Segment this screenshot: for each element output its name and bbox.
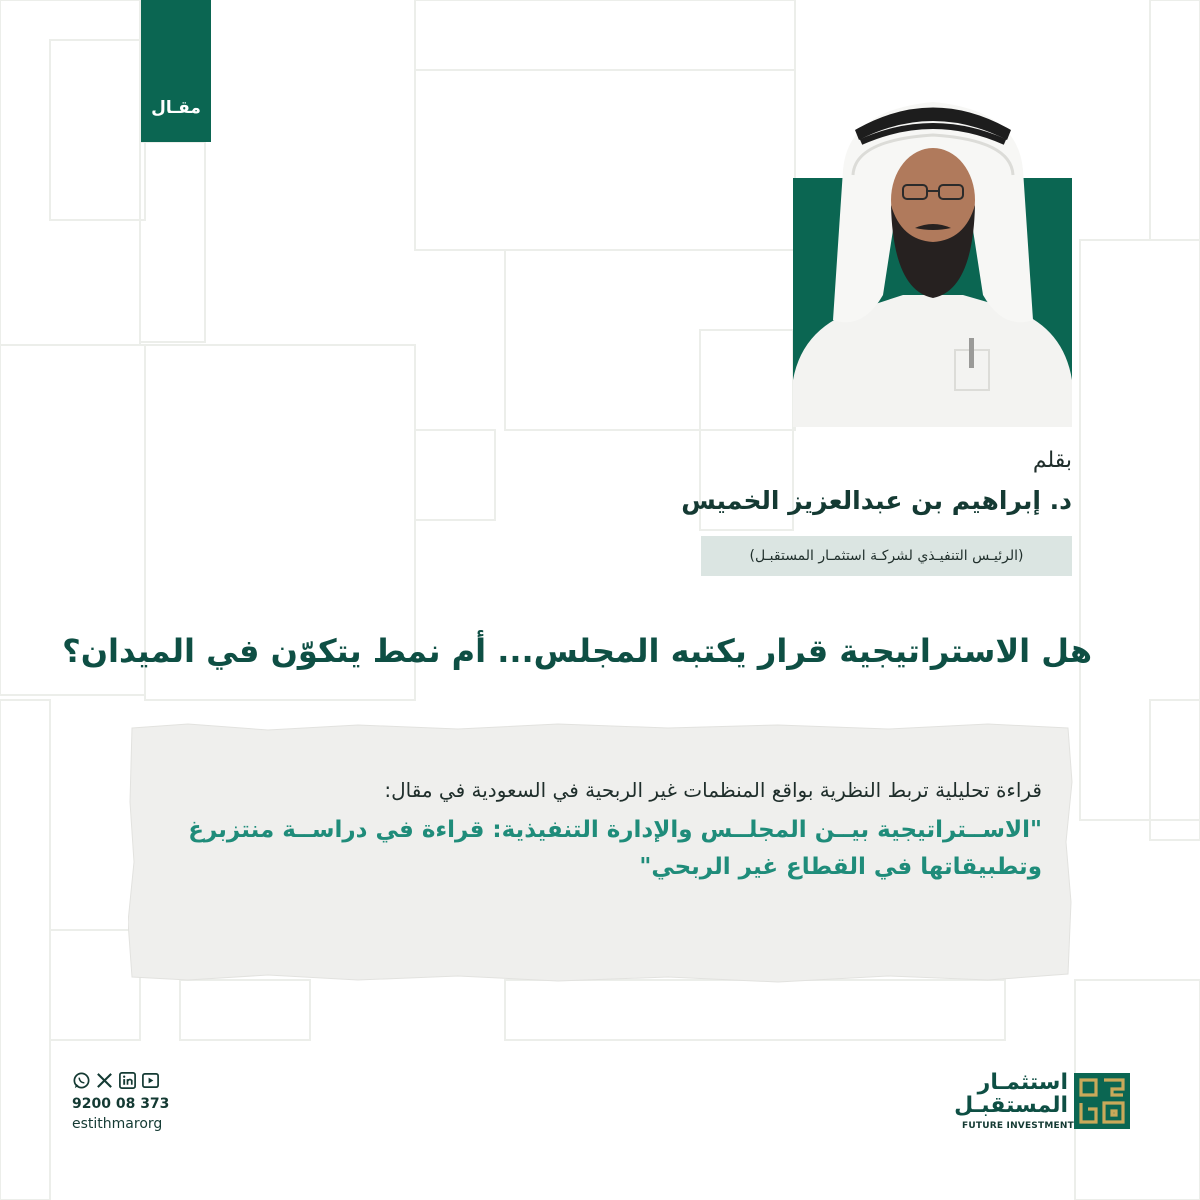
author-name: د. إبراهيم بن عبدالعزيز الخميس	[681, 486, 1072, 515]
author-portrait	[793, 80, 1072, 427]
byline-prefix: بقلم	[1032, 448, 1072, 473]
whatsapp-icon[interactable]	[72, 1071, 91, 1090]
article-quote-line-2: وتطبيقاتها في القطاع غير الربحي"	[639, 853, 1042, 880]
article-headline: هل الاستراتيجية قرار يكتبه المجلس... أم نمط يتكوّن في الميدان؟	[62, 632, 1092, 670]
brand-name-line-2: المستقبـل	[954, 1093, 1068, 1119]
phone-number[interactable]: 9200 08 373	[72, 1096, 170, 1112]
article-quote	[142, 812, 1042, 886]
brand-logo-mark	[1074, 1073, 1130, 1129]
category-label: مقـال	[151, 98, 201, 118]
youtube-icon[interactable]	[141, 1071, 160, 1090]
article-summary	[142, 778, 1042, 886]
linkedin-icon[interactable]	[118, 1071, 137, 1090]
category-tag	[141, 0, 211, 142]
article-intro: قراءة تحليلية تربط النظرية بواقع المنظمات غير الربحية في السعودية في مقال:	[384, 778, 1042, 802]
brand-name-line-1: استثمـار	[977, 1070, 1068, 1095]
x-icon[interactable]	[95, 1071, 114, 1090]
brand-name-arabic	[954, 1070, 1068, 1119]
brand-name-english: FUTURE INVESTMENT	[962, 1121, 1074, 1131]
author-role-text: (الرئيـس التنفيـذي لشركـة استثمـار المستقبـل)	[749, 548, 1024, 564]
social-handle[interactable]: estithmarorg	[72, 1116, 163, 1132]
author-role	[701, 536, 1072, 576]
article-quote-line-1: "الاســتراتيجية بيــن المجلــس والإدارة التنفيذية: قراءة في دراســة منتزبرغ	[188, 817, 1042, 843]
social-links	[72, 1071, 160, 1090]
